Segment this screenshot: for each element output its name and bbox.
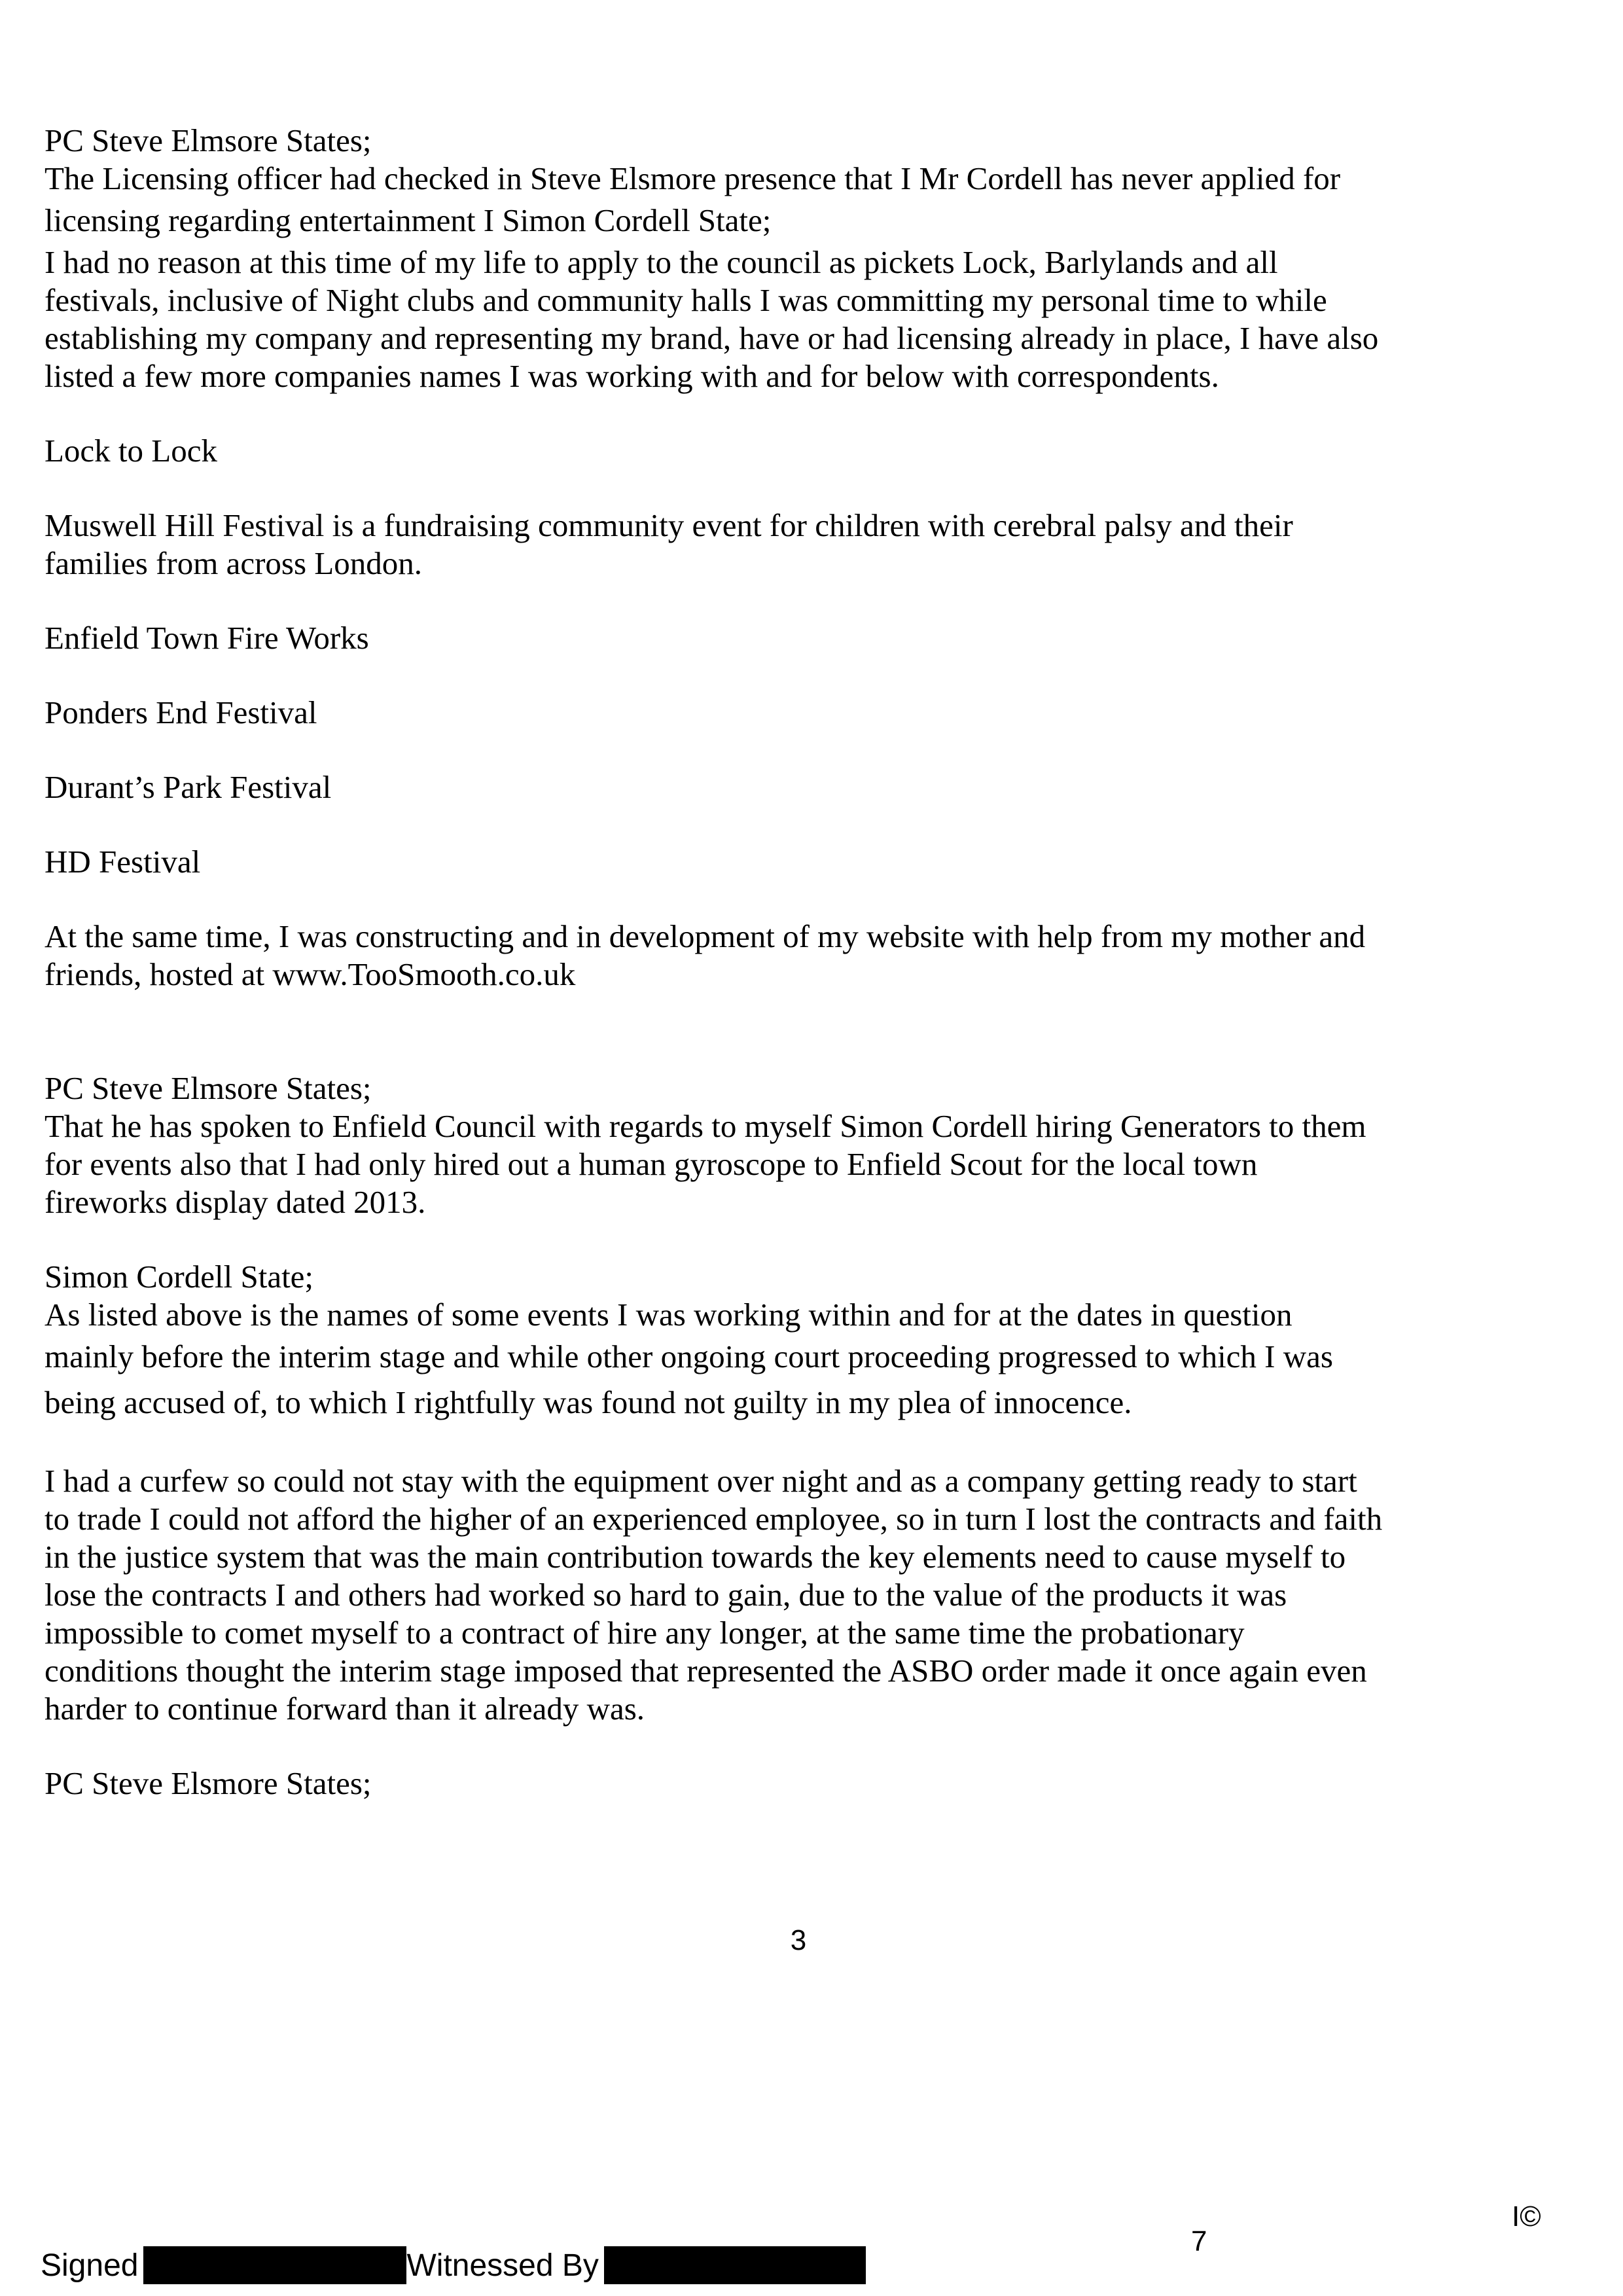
statement-line: I had a curfew so could not stay with the equipment over night and as a company getting ready to start <box>45 1463 1357 1499</box>
page-number: 7 <box>1191 2225 1207 2257</box>
signature-footer <box>41 2246 866 2284</box>
statement-line: establishing my company and representing my brand, have or had licensing already in place, I have also <box>45 320 1379 356</box>
statement-block <box>45 1069 1550 1221</box>
event-item: Ponders End Festival <box>45 694 317 730</box>
statement-line: fireworks display dated 2013. <box>45 1184 426 1220</box>
statement-line: friends, hosted at www.TooSmooth.co.uk <box>45 956 576 992</box>
event-item: HD Festival <box>45 844 201 880</box>
event-item: Durant’s Park Festival <box>45 769 332 805</box>
statement-line: Muswell Hill Festival is a fundraising community event for children with cerebral palsy and their <box>45 507 1293 543</box>
signed-label: Signed <box>41 2248 139 2283</box>
statement-line: harder to continue forward than it already was. <box>45 1691 645 1727</box>
statement-line: festivals, inclusive of Night clubs and community halls I was committing my personal time to while <box>45 282 1327 318</box>
copyright-mark: I© <box>1512 2200 1541 2233</box>
statement-block <box>45 1258 1550 1426</box>
statement-line: As listed above is the names of some events I was working within and for at the dates in question <box>45 1297 1293 1333</box>
speaker-heading: Simon Cordell State; <box>45 1259 314 1295</box>
statement-line: in the justice system that was the main contribution towards the key elements need to cause myself to <box>45 1539 1346 1575</box>
event-item: Lock to Lock <box>45 433 217 469</box>
statement-block <box>45 1462 1550 1728</box>
inner-page-number: 3 <box>790 1924 807 1956</box>
statement-line: mainly before the interim stage and while other ongoing court proceeding progressed to which I was <box>45 1338 1333 1374</box>
redacted-signature <box>143 2246 406 2284</box>
statement-line: licensing regarding entertainment I Simon Cordell State; <box>45 202 772 238</box>
statement-block <box>45 918 1550 994</box>
statement-line: being accused of, to which I rightfully was found not guilty in my plea of innocence. <box>45 1384 1132 1420</box>
statement-line: The Licensing officer had checked in Steve Elsmore presence that I Mr Cordell has never applied for <box>45 160 1341 196</box>
speaker-heading: PC Steve Elmsore States; <box>45 1070 372 1106</box>
statement-block <box>45 122 1550 243</box>
statement-line: impossible to comet myself to a contract of hire any longer, at the same time the probationary <box>45 1615 1245 1651</box>
statement-line: That he has spoken to Enfield Council with regards to myself Simon Cordell hiring Generators to them <box>45 1108 1366 1144</box>
speaker-heading: PC Steve Elsmore States; <box>45 1765 372 1801</box>
statement-line: lose the contracts I and others had worked so hard to gain, due to the value of the products it was <box>45 1577 1287 1613</box>
redacted-witness <box>604 2246 866 2284</box>
statement-line: listed a few more companies names I was working with and for below with correspondents. <box>45 358 1219 394</box>
statement-block <box>45 243 1550 395</box>
statement-line: At the same time, I was constructing and in development of my website with help from my mother and <box>45 918 1366 954</box>
statement-line: I had no reason at this time of my life to apply to the council as pickets Lock, Barlylands and all <box>45 244 1278 280</box>
statement-body <box>45 122 1550 1803</box>
speaker-heading: PC Steve Elmsore States; <box>45 122 372 158</box>
statement-line: for events also that I had only hired out a human gyroscope to Enfield Scout for the local town <box>45 1146 1258 1182</box>
event-item <box>45 507 1550 583</box>
witnessed-label: Witnessed By <box>406 2248 599 2283</box>
statement-line: families from across London. <box>45 545 422 581</box>
statement-line: to trade I could not afford the higher of an experienced employee, so in turn I lost the contracts and faith <box>45 1501 1383 1537</box>
event-item: Enfield Town Fire Works <box>45 620 369 656</box>
statement-line: conditions thought the interim stage imposed that represented the ASBO order made it once again even <box>45 1653 1367 1689</box>
